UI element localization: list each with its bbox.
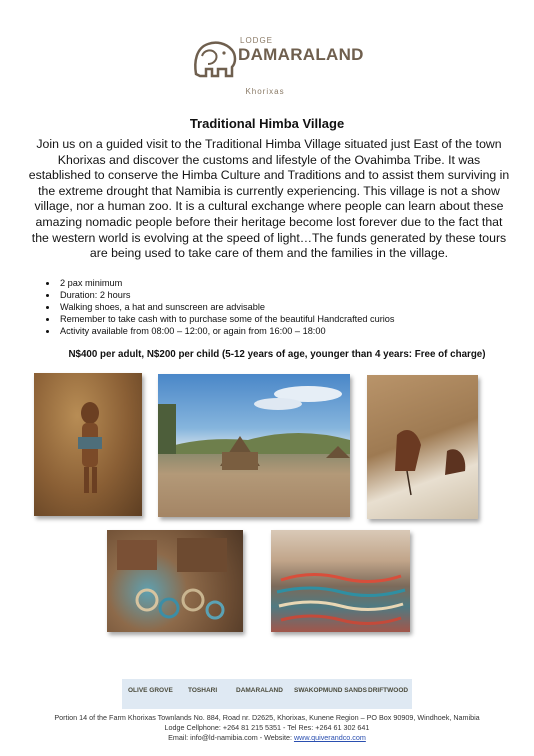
elephant-icon xyxy=(192,36,238,80)
partner-logo: DRIFTWOOD xyxy=(368,687,409,694)
description-paragraph: Join us on a guided visit to the Traditional Himba Village situated just East of the town Khorixas and discover the customs and lifestyle of the Ovahimba Tribe. It was established to conserve the Himba Culture and Traditions and to assist them surviving in the extreme drought that Namibia is currently experiencing. This village is not a show village, nor a human zoo. It is a cultural exchange where people can learn about these amazing nomadic people before their heritage become lost forever due to the fact that the western world is evolving at the speed of light…The funds generated by these tours are being used to take care of them and the families in the village. xyxy=(28,137,510,261)
photo-carved-figure xyxy=(34,373,142,516)
list-item: • Duration: 2 hours xyxy=(58,289,518,301)
lodge-logo xyxy=(190,34,364,96)
info-list xyxy=(40,277,518,337)
photo-hut-interior xyxy=(367,375,478,519)
partner-logo: OLIVE GROVE xyxy=(128,687,173,694)
photo-curios-bracelets xyxy=(107,530,243,632)
footer-contact xyxy=(0,733,534,743)
photo-village-huts xyxy=(158,374,350,517)
partner-logo: TOSHARI xyxy=(188,687,218,694)
website-link[interactable]: www.quiverandco.com xyxy=(293,733,366,742)
footer-phone: Lodge Cellphone: +264 81 215 5351 - Tel Res: +264 61 302 641 xyxy=(164,723,370,732)
logo-name: DAMARALAND xyxy=(238,45,364,64)
partner-logos-bar xyxy=(122,679,412,709)
footer xyxy=(0,713,534,743)
partner-logo: SWAKOPMUND SANDS xyxy=(294,687,367,694)
list-item: • Activity available from 08:00 – 12:00, or again from 16:00 – 18:00 xyxy=(58,325,518,337)
list-item: • Walking shoes, a hat and sunscreen are advisable xyxy=(58,301,518,313)
page-title: Traditional Himba Village xyxy=(189,116,345,131)
footer-email: Email: info@ld-namibia.com - Website: xyxy=(168,733,294,742)
logo-town: Khorixas xyxy=(245,87,285,96)
logo-lodge-word: LODGE xyxy=(240,36,274,45)
footer-address: Portion 14 of the Farm Khorixas Townlands No. 884, Road nr. D2625, Khorixas, Kunene Region – PO Box 90909, Windhoek, Namibia xyxy=(54,713,480,722)
list-item: • Remember to take cash with to purchase some of the beautiful Handcrafted curios xyxy=(58,313,518,325)
price-line: N$400 per adult, N$200 per child (5-12 years of age, younger than 4 years: Free of charge) xyxy=(68,349,486,360)
list-item: • 2 pax minimum xyxy=(58,277,518,289)
partner-logo: DAMARALAND xyxy=(236,687,283,694)
photo-beaded-jewelry xyxy=(271,530,410,632)
